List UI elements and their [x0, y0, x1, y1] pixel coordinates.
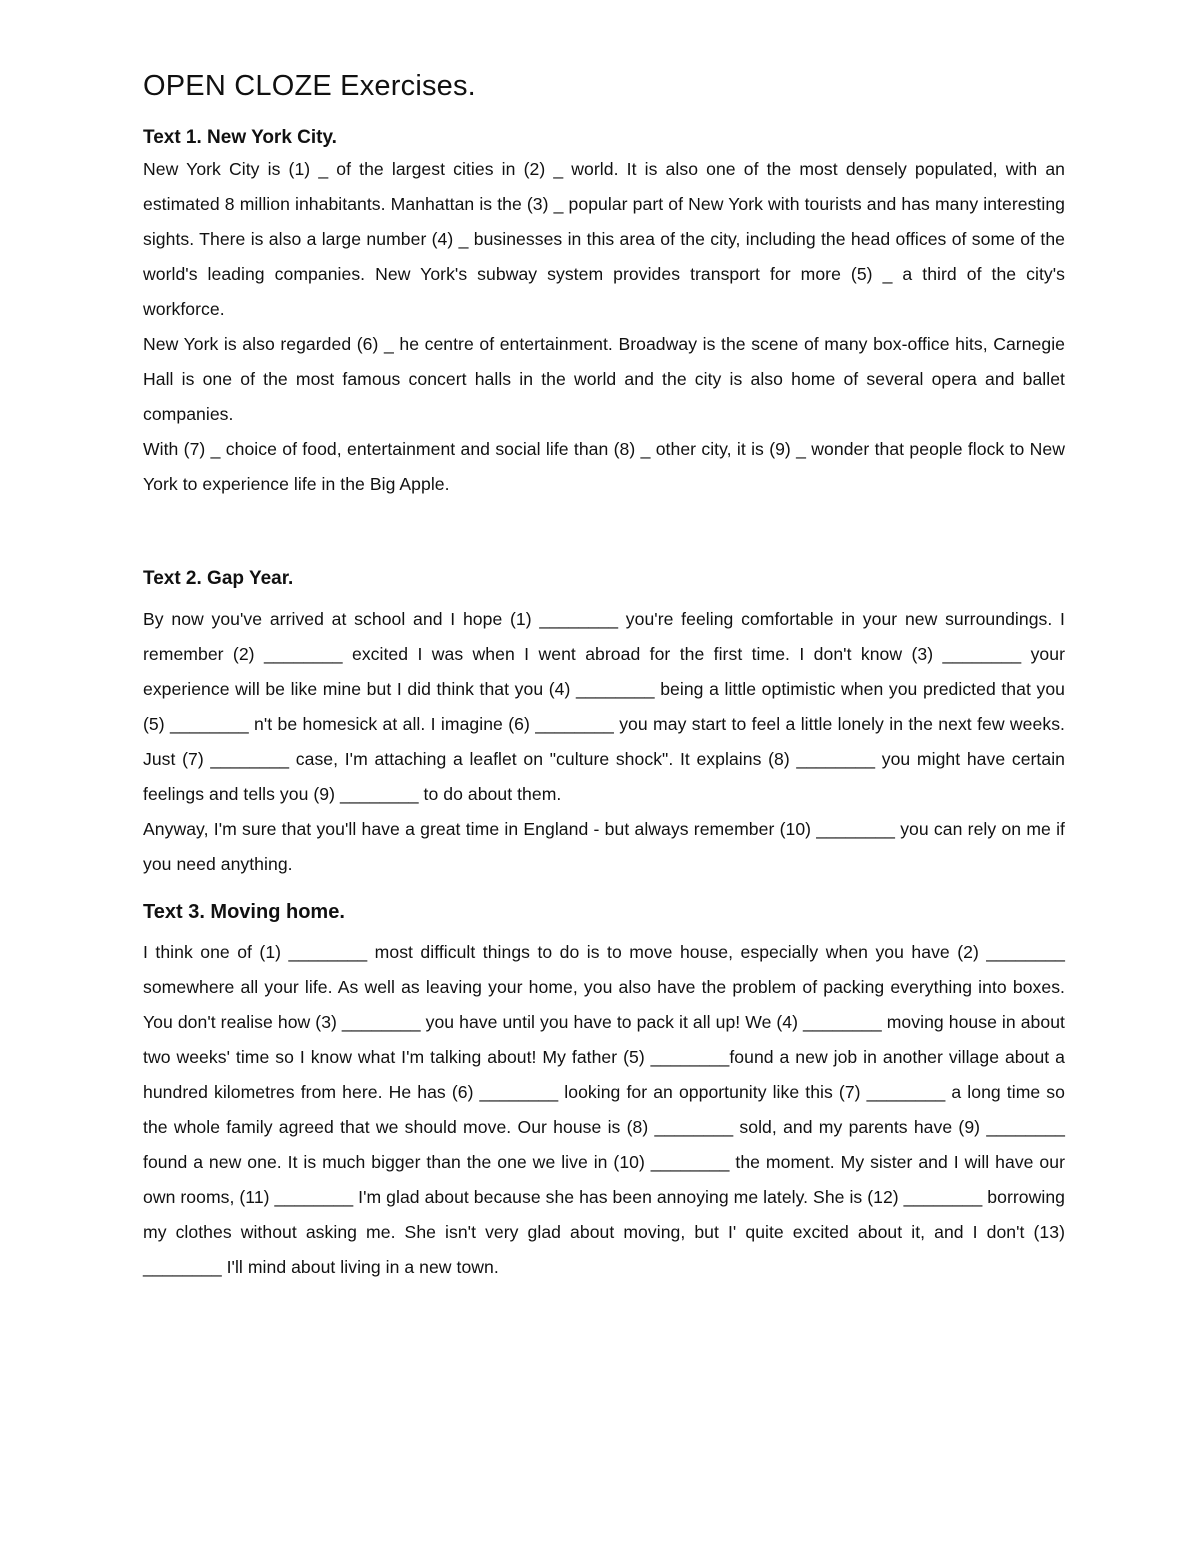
document-title: OPEN CLOZE Exercises.	[143, 70, 476, 102]
text2-heading: Text 2. Gap Year.	[143, 568, 294, 589]
text3-paragraph-1: I think one of (1) ________ most difficult things to do is to move house, especially when you have (2) ________ somewhere all your life. As well as leaving your home, you also have the problem of packing everything into boxes. You don't realise how (3) ________ you have until you have to pack it all up! We (4) ________ moving house in about two weeks' time so I know what I'm talking about! My father (5) ________found a new job in another village about a hundred kilometres from here. He has (6) ________ looking for an opportunity like this (7) ________ a long time so the whole family agreed that we should move. Our house is (8) ________ sold, and my parents have (9) ________ found a new one. It is much bigger than the one we live in (10) ________ the moment. My sister and I will have our own rooms, (11) ________ I'm glad about because she has been annoying me lately. She is (12) ________ borrowing my clothes without asking me. She isn't very glad about moving, but I' quite excited about it, and I don't (13) ________ I'll mind about living in a new town.	[143, 942, 1065, 1277]
text1-section	[143, 124, 1065, 502]
text3-section	[143, 898, 1065, 1285]
text2-section	[143, 565, 1065, 882]
text1-heading: Text 1. New York City.	[143, 127, 337, 148]
text1-paragraph-1: New York City is (1) _ of the largest cities in (2) _ world. It is also one of the most densely populated, with an estimated 8 million inhabitants. Manhattan is the (3) _ popular part of New York with tourists and has many interesting sights. There is also a large number (4) _ businesses in this area of the city, including the head offices of some of the world's leading companies. New York's subway system provides transport for more (5) _ a third of the city's workforce.	[143, 159, 1065, 319]
text2-paragraph-2: Anyway, I'm sure that you'll have a great time in England - but always remember (10) ________ you can rely on me if you need anything.	[143, 819, 1065, 874]
text2-paragraph-1: By now you've arrived at school and I hope (1) ________ you're feeling comfortable in your new surroundings. I remember (2) ________ excited I was when I went abroad for the first time. I don't know (3) ________ your experience will be like mine but I did think that you (4) ________ being a little optimistic when you predicted that you (5) ________ n't be homesick at all. I imagine (6) ________ you may start to feel a little lonely in the next few weeks. Just (7) ________ case, I'm attaching a leaflet on "culture shock". It explains (8) ________ you might have certain feelings and tells you (9) ________ to do about them.	[143, 609, 1065, 804]
text3-heading: Text 3. Moving home.	[143, 901, 345, 923]
text1-paragraph-2: New York is also regarded (6) _ he centre of entertainment. Broadway is the scene of many box-office hits, Carnegie Hall is one of the most famous concert halls in the world and the city is also home of several opera and ballet companies.	[143, 334, 1065, 424]
text1-paragraph-3: With (7) _ choice of food, entertainment and social life than (8) _ other city, it is (9) _ wonder that people flock to New York to experience life in the Big Apple.	[143, 439, 1065, 494]
document-page	[143, 64, 1065, 1285]
